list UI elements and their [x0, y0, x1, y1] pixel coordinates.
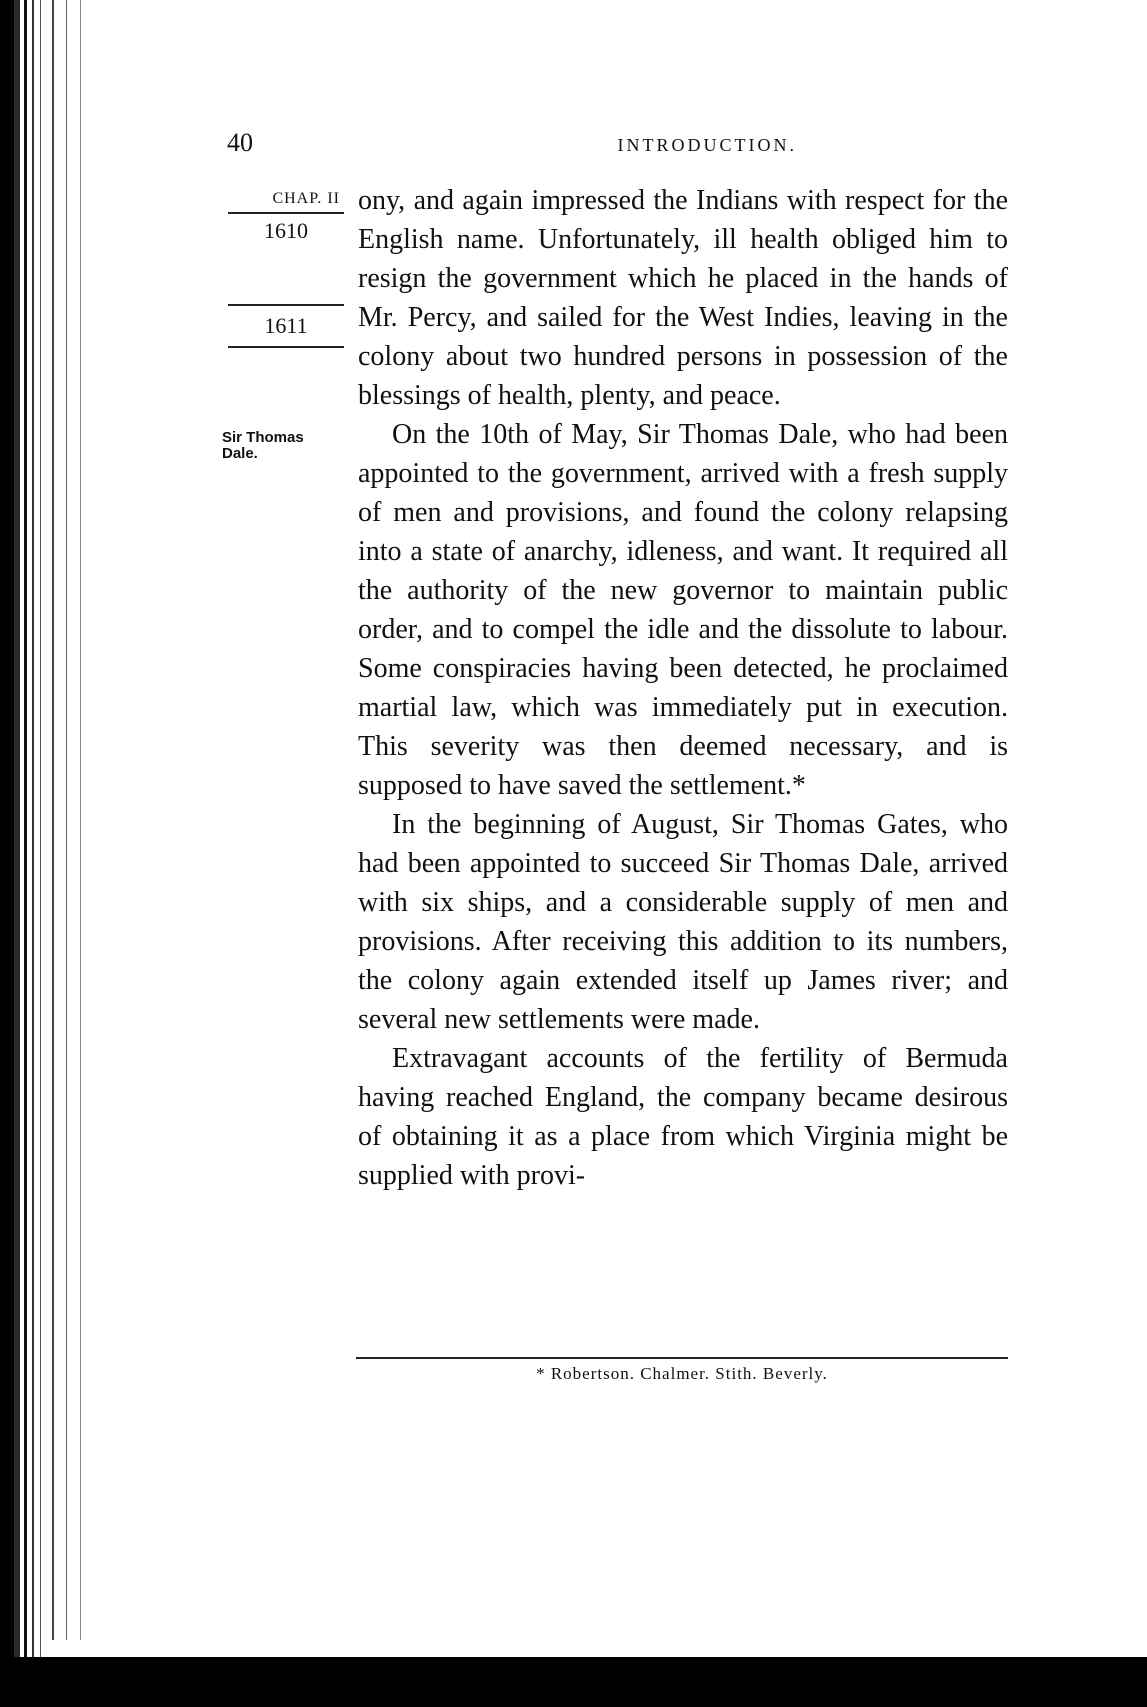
paragraph: On the 10th of May, Sir Thomas Dale, who had been appointed to the government, arrived with a fresh supply of men and provisions, and found the colony relapsing into a state of anarchy, idleness, and want. It required all the authority of the new governor to maintain public order, and to compel the idle and the dissolute to labour. Some conspiracies having been detected, he proclaimed martial law, which was immediately put in execution. This severity was then deemed necessary, and is supposed to have saved the settlement.*: [358, 419, 1008, 801]
margin-rule: [228, 346, 344, 348]
scan-bottom-edge: [0, 1657, 1147, 1707]
page-header: [227, 128, 967, 158]
book-spine-line: [24, 0, 27, 1707]
page-number: 40: [227, 128, 253, 157]
book-spine-shadow: [0, 0, 14, 1707]
paragraph: ony, and again impressed the Indians with respect for the English name. Unfortunately, ill health obliged him to resign the government which he placed in the hands of Mr. Percy, and sailed for the West Indies, leaving in the colony about two hundred persons in possession of the blessings of health, plenty, and peace.: [358, 185, 1008, 411]
book-spine-line: [32, 0, 34, 1707]
paragraph: In the beginning of August, Sir Thomas Gates, who had been appointed to succeed Sir Thomas Dale, arrived with six ships, and a considerable supply of men and provisions. After receiving this addition to its numbers, the colony again extended itself up James river; and several new settlements were made.: [358, 809, 1008, 1035]
margin-year-1610: 1610: [264, 218, 308, 243]
book-spine-line: [66, 0, 67, 1640]
margin-year-1611: 1611: [264, 313, 308, 338]
footnote-rule: [356, 1357, 1008, 1359]
book-spine-line: [52, 0, 54, 1640]
running-head: INTRODUCTION.: [617, 135, 797, 155]
book-spine-edge: [14, 0, 20, 1707]
footnote: * Robertson. Chalmer. Stith. Beverly.: [536, 1364, 828, 1383]
book-spine-line: [40, 0, 41, 1707]
book-spine-line: [80, 0, 81, 1640]
margin-rule: [228, 212, 344, 214]
body-text: [358, 181, 1008, 1195]
paragraph: Extravagant accounts of the fertility of Bermuda having reached England, the company became desirous of obtaining it as a place from which Virginia might be supplied with provi-: [358, 1043, 1008, 1191]
margin-rule: [228, 304, 344, 306]
chapter-label: CHAP. II: [272, 190, 340, 207]
sidenote-sir-thomas-dale: Sir Thomas Dale.: [222, 429, 304, 462]
